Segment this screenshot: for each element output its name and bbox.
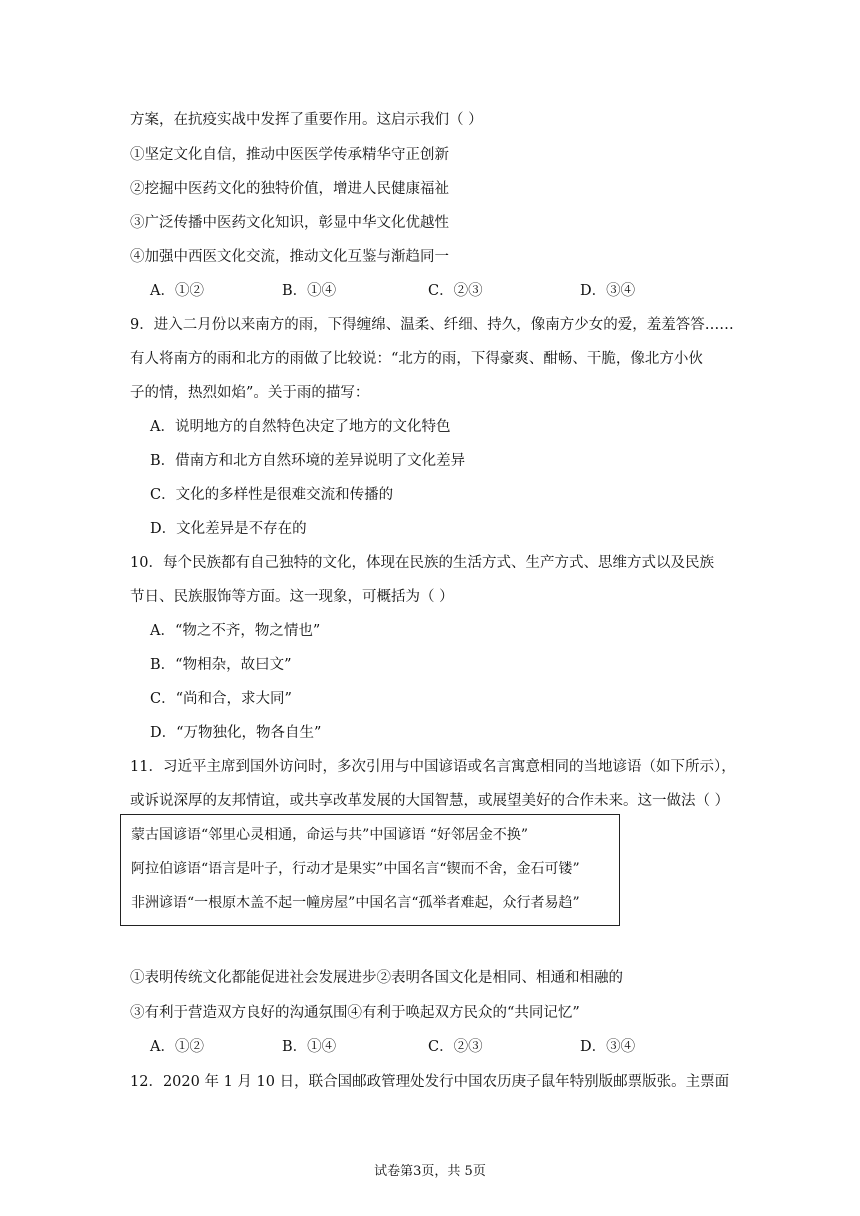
q8-choice-a[interactable]: A．①②	[150, 283, 204, 299]
q11-choice-c[interactable]: C．②③	[428, 1039, 483, 1055]
q9-option-a[interactable]: A．说明地方的自然特色决定了地方的文化特色	[150, 419, 451, 435]
proverb-box	[120, 814, 620, 926]
q11-statements-1-2: ①表明传统文化都能促进社会发展进步②表明各国文化是相同、相通和相融的	[130, 970, 623, 986]
q11-statements-3-4: ③有利于营造双方良好的沟通氛围④有利于唤起双方民众的“共同记忆”	[130, 1005, 580, 1021]
q8-text-tail: 方案，在抗疫实战中发挥了重要作用。这启示我们（ ）	[130, 112, 483, 128]
q8-statement-1: ①坚定文化自信，推动中医医学传承精华守正创新	[130, 147, 449, 163]
q11-choice-a[interactable]: A．①②	[150, 1039, 204, 1055]
proverb-line-2: 阿拉伯谚语“语言是叶子，行动才是果实”中国名言“锲而不舍，金石可镂”	[131, 861, 580, 877]
q8-statement-4: ④加强中西医文化交流，推动文化互鉴与渐趋同一	[130, 249, 449, 265]
q9-text-line-1: 9．进入二月份以来南方的雨，下得缠绵、温柔、纤细、持久，像南方少女的爱，羞羞答答……	[130, 317, 734, 333]
q10-option-a[interactable]: A．“物之不齐，物之情也”	[150, 623, 321, 639]
q12-text-line-1: 12．2020 年 1 月 10 日，联合国邮政管理处发行中国农历庚子鼠年特别版邮票版张。主票面	[130, 1074, 730, 1090]
q11-choices	[150, 1037, 750, 1057]
q9-text-line-2: 有人将南方的雨和北方的雨做了比较说：“北方的雨，下得豪爽、酣畅、干脆，像北方小伙	[130, 351, 703, 367]
q11-text-line-2: 或诉说深厚的友邦情谊，或共享改革发展的大国智慧，或展望美好的合作未来。这一做法（ ）	[130, 793, 730, 809]
proverb-line-3: 非洲谚语“一根原木盖不起一幢房屋”中国名言“孤举者难起，众行者易趋”	[131, 895, 580, 911]
q8-choices	[150, 281, 750, 301]
proverb-line-1: 蒙古国谚语“邻里心灵相通，命运与共”中国谚语 “好邻居金不换”	[131, 827, 529, 843]
q9-option-c[interactable]: C．文化的多样性是很难交流和传播的	[150, 487, 394, 503]
q9-option-d[interactable]: D．文化差异是不存在的	[150, 521, 307, 537]
q11-choice-d[interactable]: D．③④	[580, 1039, 636, 1055]
q8-choice-c[interactable]: C．②③	[428, 283, 483, 299]
q10-text-line-1: 10．每个民族都有自己独特的文化，体现在民族的生活方式、生产方式、思维方式以及民族	[130, 555, 714, 571]
page-footer: 试卷第3页，共 5页	[374, 1164, 486, 1179]
q8-statement-3: ③广泛传播中医药文化知识，彰显中华文化优越性	[130, 215, 449, 231]
q8-choice-d[interactable]: D．③④	[580, 283, 636, 299]
q9-text-line-3: 子的情，热烈如焰”。关于雨的描写：	[130, 385, 370, 401]
q11-choice-b[interactable]: B．①④	[282, 1039, 337, 1055]
q9-option-b[interactable]: B．借南方和北方自然环境的差异说明了文化差异	[150, 453, 466, 469]
q10-option-c[interactable]: C．“尚和合，求大同”	[150, 691, 292, 707]
q8-statement-2: ②挖掘中医药文化的独特价值，增进人民健康福祉	[130, 181, 449, 197]
q10-option-d[interactable]: D．“万物独化，物各自生”	[150, 725, 322, 741]
q10-text-line-2: 节日、民族服饰等方面。这一现象，可概括为（ ）	[130, 589, 454, 605]
q10-option-b[interactable]: B．“物相杂，故曰文”	[150, 657, 292, 673]
q8-choice-b[interactable]: B．①④	[282, 283, 337, 299]
q11-text-line-1: 11．习近平主席到国外访问时，多次引用与中国谚语或名言寓意相同的当地谚语（如下所示），	[130, 759, 736, 775]
